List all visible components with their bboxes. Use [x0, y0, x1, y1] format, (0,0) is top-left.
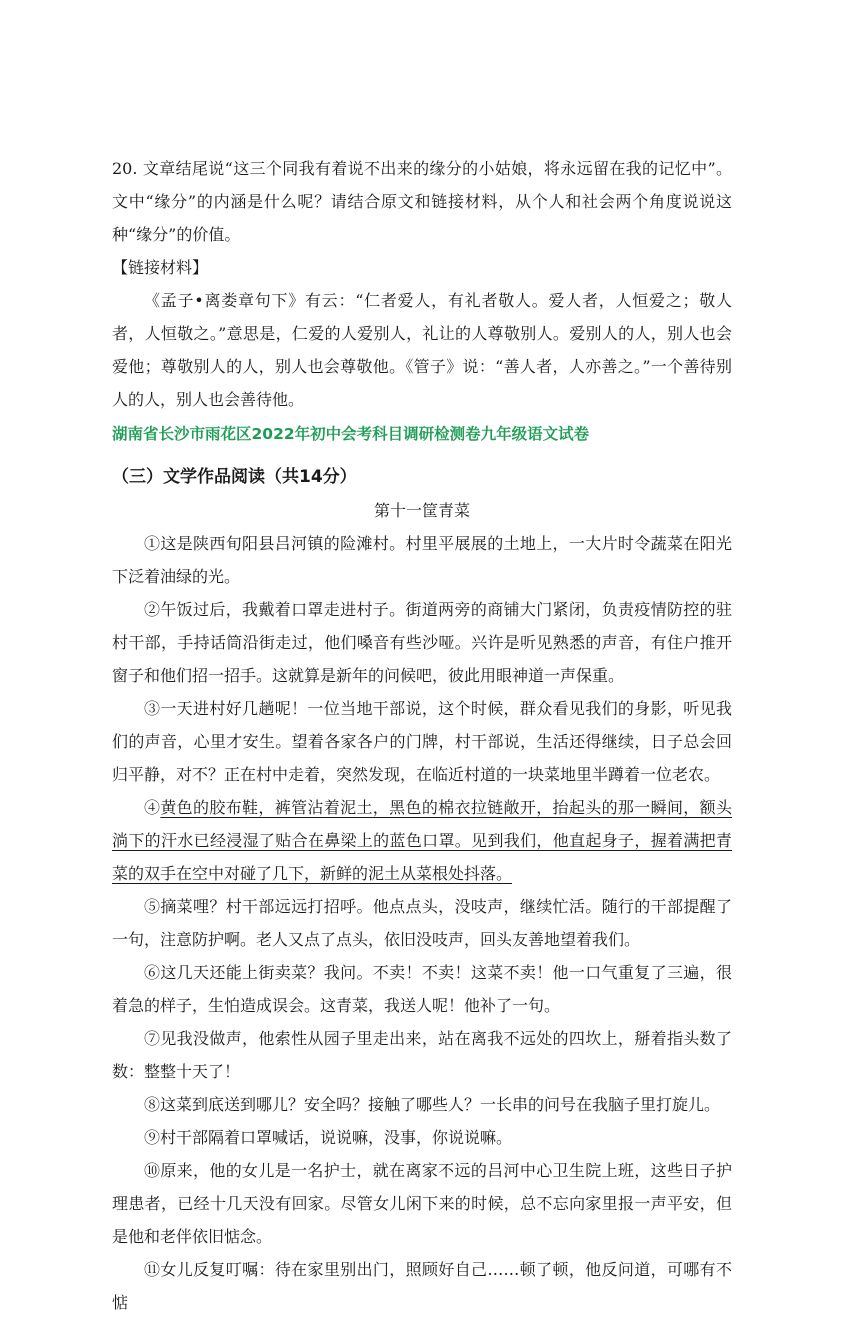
document-body [112, 152, 732, 1319]
section-heading: （三）文学作品阅读（共14分） [112, 467, 357, 487]
link-material-text: 《孟子•离娄章句下》有云：“仁者爱人，有礼者敬人。爱人者，人恒爱之；敬人者，人恒敬之。”意思是，仁爱的人爱别人，礼让的人尊敬别人。爱别人的人，别人也会爱他；尊敬别人的人，别人也会尊敬他。《管子》说：“善人者，人亦善之。”一个善待别人的人，别人也会善待他。 [112, 291, 732, 409]
paragraph-4-number: ④ [144, 798, 161, 817]
question-20: 20. 文章结尾说“这三个同我有着说不出来的缘分的小姑娘，将永远留在我的记忆中”。文中“缘分”的内涵是什么呢？请结合原文和链接材料，从个人和社会两个角度说说这种“缘分”的价值。 [112, 159, 732, 244]
paragraph-1: ①这是陕西旬阳县吕河镇的险滩村。村里平展展的土地上，一大片时令蔬菜在阳光下泛着油绿的光。 [112, 534, 732, 586]
paragraph-5: ⑤摘菜哩？村干部远远打招呼。他点点头，没吱声，继续忙活。随行的干部提醒了一句，注意防护啊。老人又点了点头，依旧没吱声，回头友善地望着我们。 [112, 897, 732, 949]
exam-source-title: 湖南省长沙市雨花区2022年初中会考科目调研检测卷九年级语文试卷 [112, 425, 590, 443]
paragraph-3: ③一天进村好几趟呢！一位当地干部说，这个时候，群众看见我们的身影，听见我们的声音，心里才安生。望着各家各户的门牌，村干部说，生活还得继续，日子总会回归平静，对不？正在村中走着，突然发现，在临近村道的一块菜地里半蹲着一位老农。 [112, 699, 732, 784]
link-material-heading: 【链接材料】 [112, 258, 209, 277]
paragraph-2: ②午饭过后，我戴着口罩走进村子。街道两旁的商铺大门紧闭，负责疫情防控的驻村干部，手持话筒沿街走过，他们嗓音有些沙哑。兴许是听见熟悉的声音，有住户推开窗子和他们招一招手。这就算是新年的问候吧，彼此用眼神道一声保重。 [112, 600, 732, 685]
paragraph-11: ⑪女儿反复叮嘱：待在家里别出门，照顾好自己……顿了顿，他反问道，可哪有不惦 [112, 1260, 732, 1312]
paragraph-4 [112, 791, 732, 890]
article-title: 第十一筐青菜 [373, 501, 470, 520]
paragraph-8: ⑧这菜到底送到哪儿？安全吗？接触了哪些人？一长串的问号在我脑子里打旋儿。 [144, 1095, 721, 1114]
paragraph-6: ⑥这几天还能上街卖菜？我问。不卖！不卖！这菜不卖！他一口气重复了三遍，很着急的样子，生怕造成误会。这青菜，我送人呢！他补了一句。 [112, 963, 732, 1015]
paragraph-9: ⑨村干部隔着口罩喊话，说说嘛，没事，你说说嘛。 [144, 1128, 513, 1147]
paragraph-4-underlined-text: 黄色的胶布鞋，裤管沾着泥土，黑色的棉衣拉链敞开，抬起头的那一瞬间，额头淌下的汗水已经浸湿了贴合在鼻梁上的蓝色口罩。见到我们，他直起身子，握着满把青菜的双手在空中对碰了几下，新鲜的泥土从菜根处抖落。 [112, 798, 732, 883]
paragraph-10: ⑩原来，他的女儿是一名护士，就在离家不远的吕河中心卫生院上班，这些日子护理患者，已经十几天没有回家。尽管女儿闲下来的时候，总不忘向家里报一声平安，但是他和老伴依旧惦念。 [112, 1161, 732, 1246]
paragraph-7: ⑦见我没做声，他索性从园子里走出来，站在离我不远处的四坎上，掰着指头数了数：整整十天了！ [112, 1029, 732, 1081]
